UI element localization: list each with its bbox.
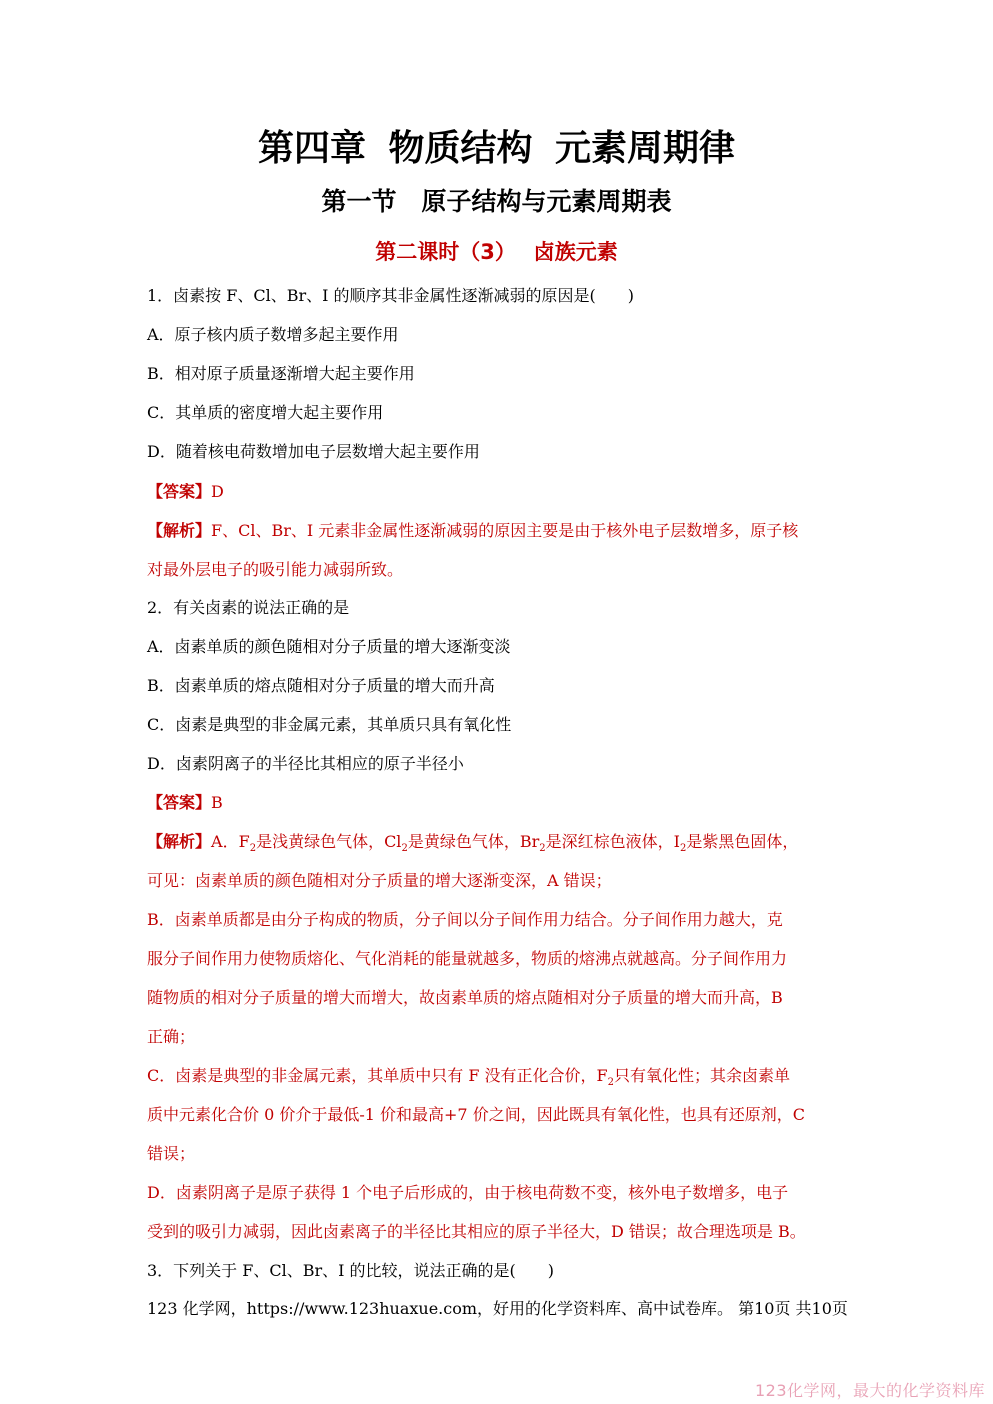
analysis-text: 只有氧化性；其余卤素单	[614, 1066, 791, 1085]
q1-analysis-line-1	[147, 520, 857, 542]
q2-analysis-line-10: D．卤素阴离子是原子获得 1 个电子后形成的，由于核电荷数不变，核外电子数增多，电子	[147, 1183, 789, 1202]
q2-analysis-line-11: 受到的吸引力减弱，因此卤素离子的半径比其相应的原子半径大，D 错误；故合理选项是 B。	[147, 1222, 806, 1241]
q2-analysis-line-5: 随物质的相对分子质量的增大而增大，故卤素单质的熔点随相对分子质量的增大而升高，B	[147, 988, 783, 1007]
subscript: 2	[249, 843, 257, 855]
answer-tag: 【答案】	[147, 482, 212, 501]
q2-analysis-line-8: 质中元素化合价 0 价介于最低-1 价和最高+7 价之间，因此既具有氧化性，也具有还原剂，C	[147, 1105, 805, 1124]
q1-option-c: C．其单质的密度增大起主要作用	[147, 403, 384, 422]
chapter-title: 第四章 物质结构 元素周期律	[257, 128, 736, 169]
q1-analysis-line-2: 对最外层电子的吸引能力减弱所致。	[147, 560, 404, 579]
subscript: 2	[679, 843, 687, 855]
q2-option-a: A．卤素单质的颜色随相对分子质量的增大逐渐变淡	[147, 637, 511, 656]
analysis-tag: 【解析】	[147, 521, 212, 540]
analysis-text: F、Cl、Br、I 元素非金属性逐渐减弱的原因主要是由于核外电子层数增多，原子核	[211, 521, 799, 540]
answer-value: B	[211, 793, 223, 812]
answer-tag: 【答案】	[147, 793, 212, 812]
lesson-title: 第二课时（3） 卤族元素	[375, 240, 618, 264]
q2-stem: 2．有关卤素的说法正确的是	[147, 598, 350, 617]
q2-option-c: C．卤素是典型的非金属元素，其单质只具有氧化性	[147, 715, 512, 734]
q3-stem: 3．下列关于 F、Cl、Br、I 的比较，说法正确的是( )	[147, 1261, 555, 1280]
q2-analysis-line-3: B．卤素单质都是由分子构成的物质，分子间以分子间作用力结合。分子间作用力越大，克	[147, 910, 783, 929]
section-title: 第一节 原子结构与元素周期表	[321, 187, 672, 216]
analysis-text: 是深红棕色液体，I	[545, 832, 680, 851]
q2-analysis-line-6: 正确；	[147, 1027, 196, 1046]
q2-answer	[147, 792, 857, 814]
q2-analysis-line-9: 错误；	[147, 1144, 196, 1163]
q1-answer	[147, 481, 857, 503]
analysis-tag: 【解析】	[147, 832, 212, 851]
watermark: 123化学网，最大的化学资料库	[754, 1381, 985, 1400]
analysis-text: 是紫黑色固体，	[686, 832, 799, 851]
q1-option-b: B．相对原子质量逐渐增大起主要作用	[147, 364, 415, 383]
q2-analysis-line-2: 可见：卤素单质的颜色随相对分子质量的增大逐渐变深，A 错误；	[147, 871, 612, 890]
q2-analysis-line-4: 服分子间作用力使物质熔化、气化消耗的能量就越多，物质的熔沸点就越高。分子间作用力	[147, 949, 788, 968]
q2-analysis-line-1	[147, 831, 857, 853]
q1-stem: 1．卤素按 F、Cl、Br、I 的顺序其非金属性逐渐减弱的原因是( )	[147, 286, 635, 305]
analysis-text: C．卤素是典型的非金属元素，其单质中只有 F 没有正化合价，F	[147, 1066, 608, 1085]
analysis-text: 是黄绿色气体，Br	[407, 832, 540, 851]
q2-option-b: B．卤素单质的熔点随相对分子质量的增大而升高	[147, 676, 495, 695]
analysis-text: 是浅黄绿色气体，Cl	[256, 832, 402, 851]
q2-analysis-line-7	[147, 1065, 857, 1087]
analysis-text: A．F	[211, 832, 250, 851]
q2-option-d: D．卤素阴离子的半径比其相应的原子半径小	[147, 754, 464, 773]
q1-option-d: D．随着核电荷数增加电子层数增大起主要作用	[147, 442, 480, 461]
answer-value: D	[211, 482, 224, 501]
subscript: 2	[607, 1077, 614, 1089]
subscript: 2	[539, 843, 546, 855]
page-footer: 123 化学网，https://www.123huaxue.com，好用的化学资料库、高中试卷库。 第10页 共10页	[147, 1299, 848, 1318]
subscript: 2	[401, 843, 408, 855]
q1-option-a: A．原子核内质子数增多起主要作用	[147, 325, 399, 344]
